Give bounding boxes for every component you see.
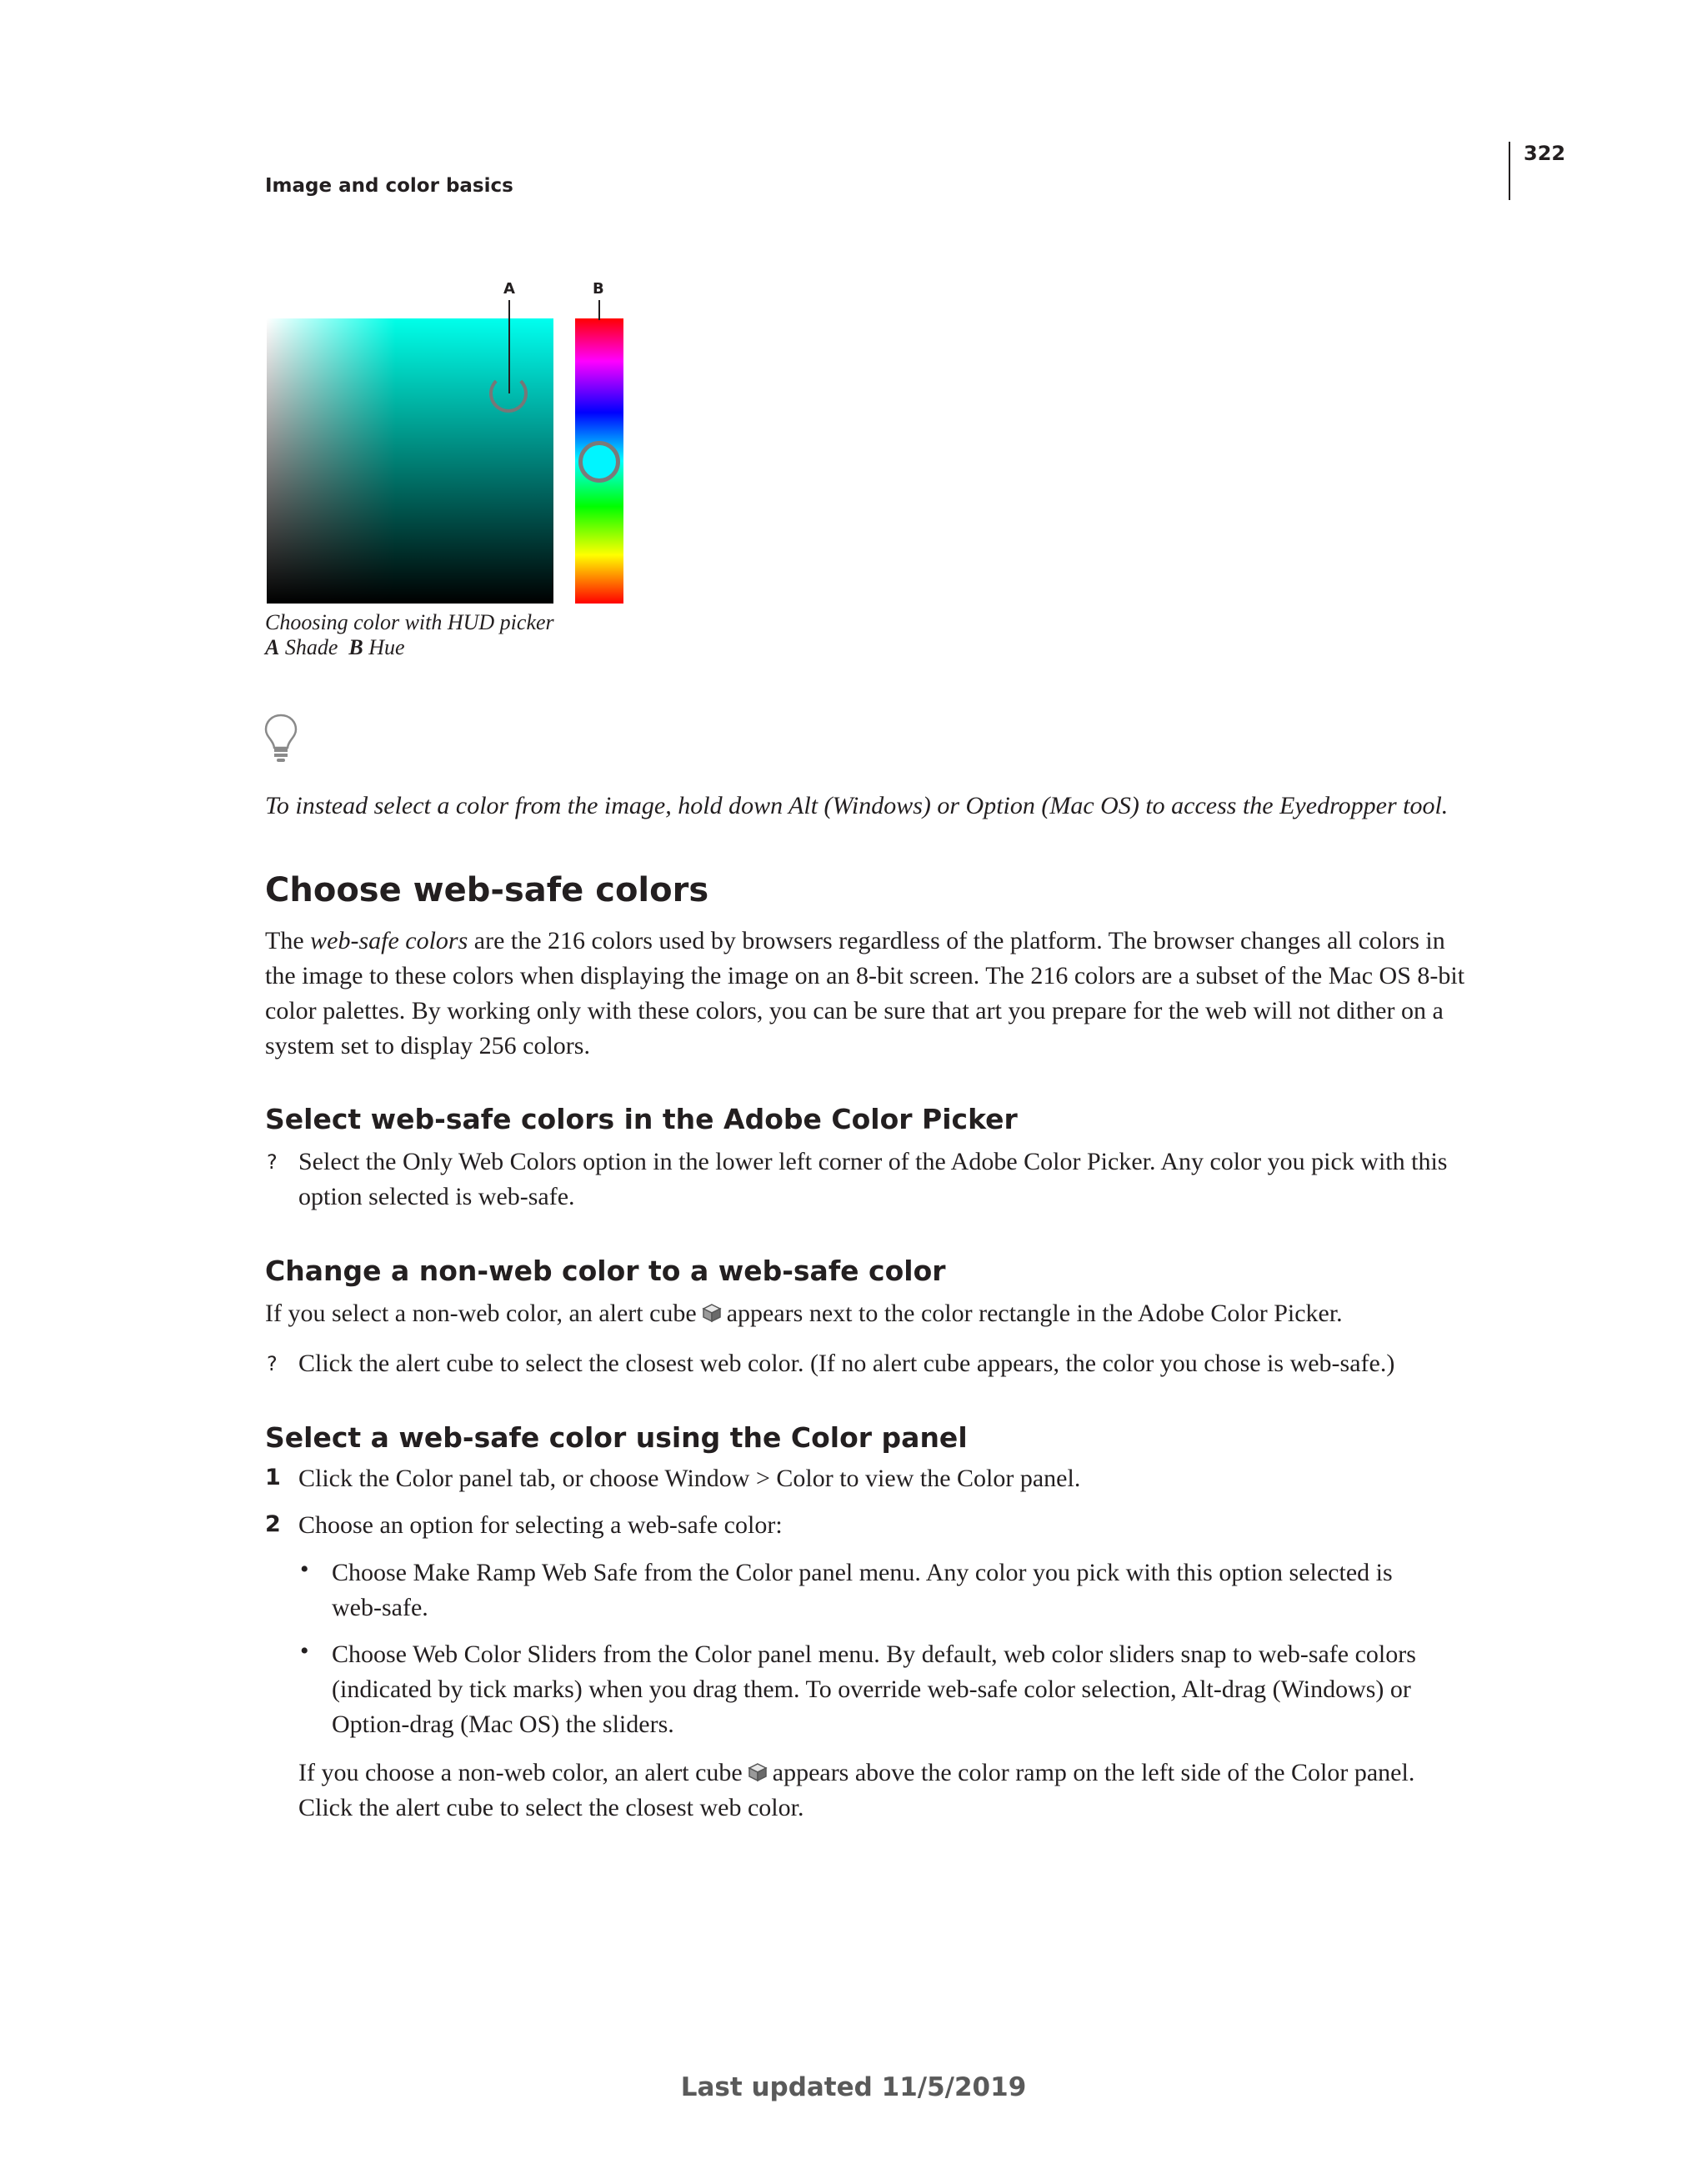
note-line: Click the alert cube to select the closest web color. <box>298 1794 804 1821</box>
sub2-para-after: appears next to the color rectangle in the Adobe Color Picker. <box>726 1300 1343 1327</box>
sub3-bullet1 <box>332 1555 1393 1625</box>
intro-term: web-safe colors <box>310 927 468 954</box>
bullet-line: Choose Web Color Sliders from the Color panel menu. By default, web color sliders snap to web-safe colors <box>332 1641 1416 1668</box>
step-marker: ? <box>267 1150 278 1174</box>
sub3-note <box>298 1756 1414 1826</box>
bullet-line: (indicated by tick marks) when you drag them. To override web-safe color selection, Alt-drag (Windows) or <box>332 1676 1411 1703</box>
note-before: If you choose a non-web color, an alert cube <box>298 1759 743 1786</box>
caption-a-text: Shade <box>284 635 338 659</box>
intro-line: system set to display 256 colors. <box>265 1032 590 1059</box>
sub3-bullet2 <box>332 1637 1416 1742</box>
alert-cube-icon <box>702 1303 722 1323</box>
section-intro <box>265 924 1464 1064</box>
sub1-title: Select web-safe colors in the Adobe Color Picker <box>265 1103 1018 1135</box>
sub2-para-before: If you select a non-web color, an alert cube <box>265 1300 697 1327</box>
shade-field <box>267 318 553 604</box>
intro-line: color palettes. By working only with these colors, you can be sure that art you prepare for the web will not dither on a <box>265 997 1444 1024</box>
sub3-step2: Choose an option for selecting a web-safe color: <box>298 1511 783 1539</box>
footer-last-updated: Last updated 11/5/2019 <box>680 2072 1027 2102</box>
tip-text: To instead select a color from the image, hold down Alt (Windows) or Option (Mac OS) to access the Eyedropper tool. <box>265 792 1449 819</box>
figure-caption <box>265 610 554 660</box>
caption-title: Choosing color with HUD picker <box>265 610 554 634</box>
caption-b-text: Hue <box>368 635 405 659</box>
sub3-step1: Click the Color panel tab, or choose Window > Color to view the Color panel. <box>298 1465 1081 1492</box>
sub2-title: Change a non-web color to a web-safe color <box>265 1255 946 1287</box>
sub3-title: Select a web-safe color using the Color panel <box>265 1421 968 1454</box>
intro-text-rest: are the 216 colors used by browsers regardless of the platform. The browser changes all colors in <box>468 927 1445 954</box>
alert-cube-icon <box>748 1762 768 1782</box>
caption-legend <box>265 635 554 660</box>
callout-b-label: B <box>593 280 604 298</box>
caption-a-letter: A <box>265 635 280 659</box>
caption-b-letter: B <box>348 635 363 659</box>
step-number: 1 <box>265 1465 281 1490</box>
callout-b-line <box>598 300 600 320</box>
sub1-step-line: Select the Only Web Colors option in the lower left corner of the Adobe Color Picker. Any color you pick with this <box>298 1148 1448 1175</box>
bullet-line: web-safe. <box>332 1594 428 1621</box>
section-title: Choose web-safe colors <box>265 871 709 909</box>
bullet-marker: • <box>300 1637 309 1665</box>
bullet-line: Choose Make Ramp Web Safe from the Color panel menu. Any color you pick with this option selected is <box>332 1559 1393 1586</box>
sub1-step-line: option selected is web-safe. <box>298 1183 575 1210</box>
intro-text: The <box>265 927 311 954</box>
page-number: 322 <box>1524 142 1566 165</box>
step-marker: ? <box>267 1352 278 1375</box>
running-head: Image and color basics <box>265 175 513 197</box>
lightbulb-icon <box>263 713 298 764</box>
callout-a-label: A <box>503 280 515 298</box>
step-number: 2 <box>265 1511 281 1537</box>
sub2-paragraph <box>265 1296 1343 1331</box>
bullet-marker: • <box>300 1555 309 1583</box>
intro-line: the image to these colors when displaying the image on an 8-bit screen. The 216 colors are a subset of the Mac OS 8-bit <box>265 962 1465 989</box>
bullet-line: Option-drag (Mac OS) the sliders. <box>332 1711 674 1738</box>
sub2-step: Click the alert cube to select the closest web color. (If no alert cube appears, the color you chose is web-safe.) <box>298 1350 1395 1377</box>
page-number-rule <box>1509 142 1510 200</box>
shade-marker <box>489 374 528 413</box>
hue-marker <box>578 441 620 483</box>
sub1-step <box>298 1145 1447 1215</box>
note-after: appears above the color ramp on the left side of the Color panel. <box>772 1759 1415 1786</box>
